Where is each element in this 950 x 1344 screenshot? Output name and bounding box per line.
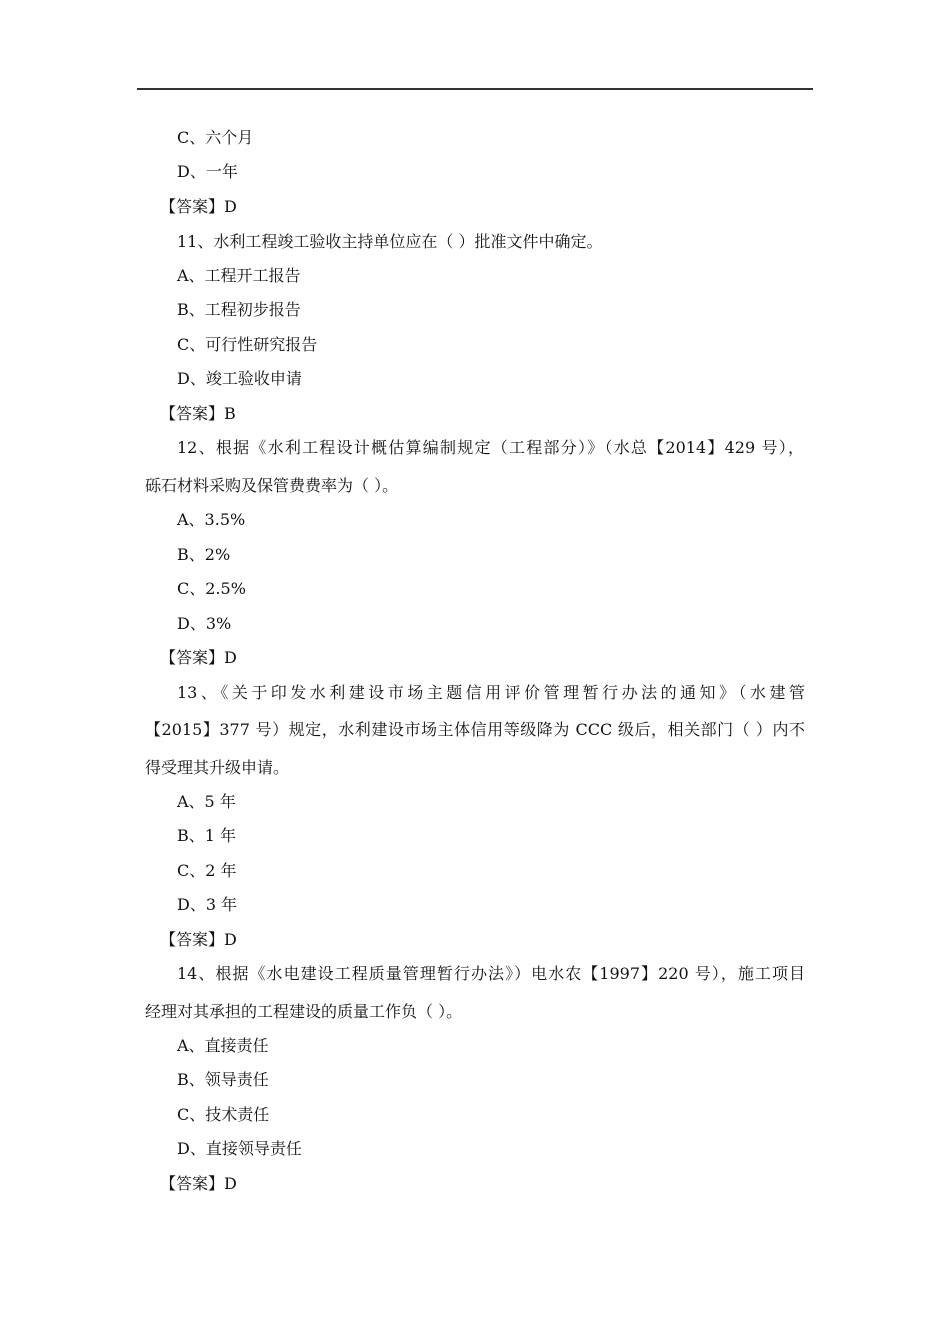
answer: 【答案】D [160,648,237,667]
option-b: B、1 年 [177,826,237,845]
option-a: A、3.5% [177,510,246,529]
option-d: D、直接领导责任 [177,1139,302,1158]
answer: 【答案】D [160,930,237,949]
answer: 【答案】D [160,1174,237,1193]
question-11: 11、水利工程竣工验收主持单位应在（ ）批准文件中确定。 [177,232,603,251]
option-b: B、领导责任 [177,1070,269,1089]
option-d: D、竣工验收申请 [177,369,302,388]
question-13-cont: 得受理其升级申请。 [145,758,290,777]
question-14-cont: 经理对其承担的工程建设的质量工作负（ ）。 [145,1002,463,1021]
question-14: 14、根据《水电建设工程质量管理暂行办法》）电水农【1997】220 号），施工项目 [177,964,805,983]
option-b: B、工程初步报告 [177,300,301,319]
question-12: 12、根据《水利工程设计概估算编制规定（工程部分）》（水总【2014】429 号）， [177,438,804,457]
option-c: C、技术责任 [177,1105,270,1124]
option-a: A、直接责任 [177,1036,269,1055]
answer: 【答案】B [160,404,236,423]
option-d: D、3% [177,614,232,633]
option-a: A、5 年 [177,792,236,811]
question-13: 13、《关于印发水利建设市场主题信用评价管理暂行办法的通知》（水建管 [177,683,805,702]
question-13-cont: 【2015】377 号）规定，水利建设市场主体信用等级降为 CCC 级后，相关部门（ ）内不 [145,720,805,739]
option-d: D、一年 [177,162,238,181]
option-b: B、2% [177,545,231,564]
answer: 【答案】D [160,197,237,216]
header-rule [137,88,813,90]
option-c: C、六个月 [177,128,254,147]
option-c: C、2 年 [177,861,237,880]
option-a: A、工程开工报告 [177,266,301,285]
option-d: D、3 年 [177,895,238,914]
option-c: C、可行性研究报告 [177,335,318,354]
question-12-cont: 砾石材料采购及保管费费率为（ ）。 [145,476,399,495]
option-c: C、2.5% [177,579,246,598]
